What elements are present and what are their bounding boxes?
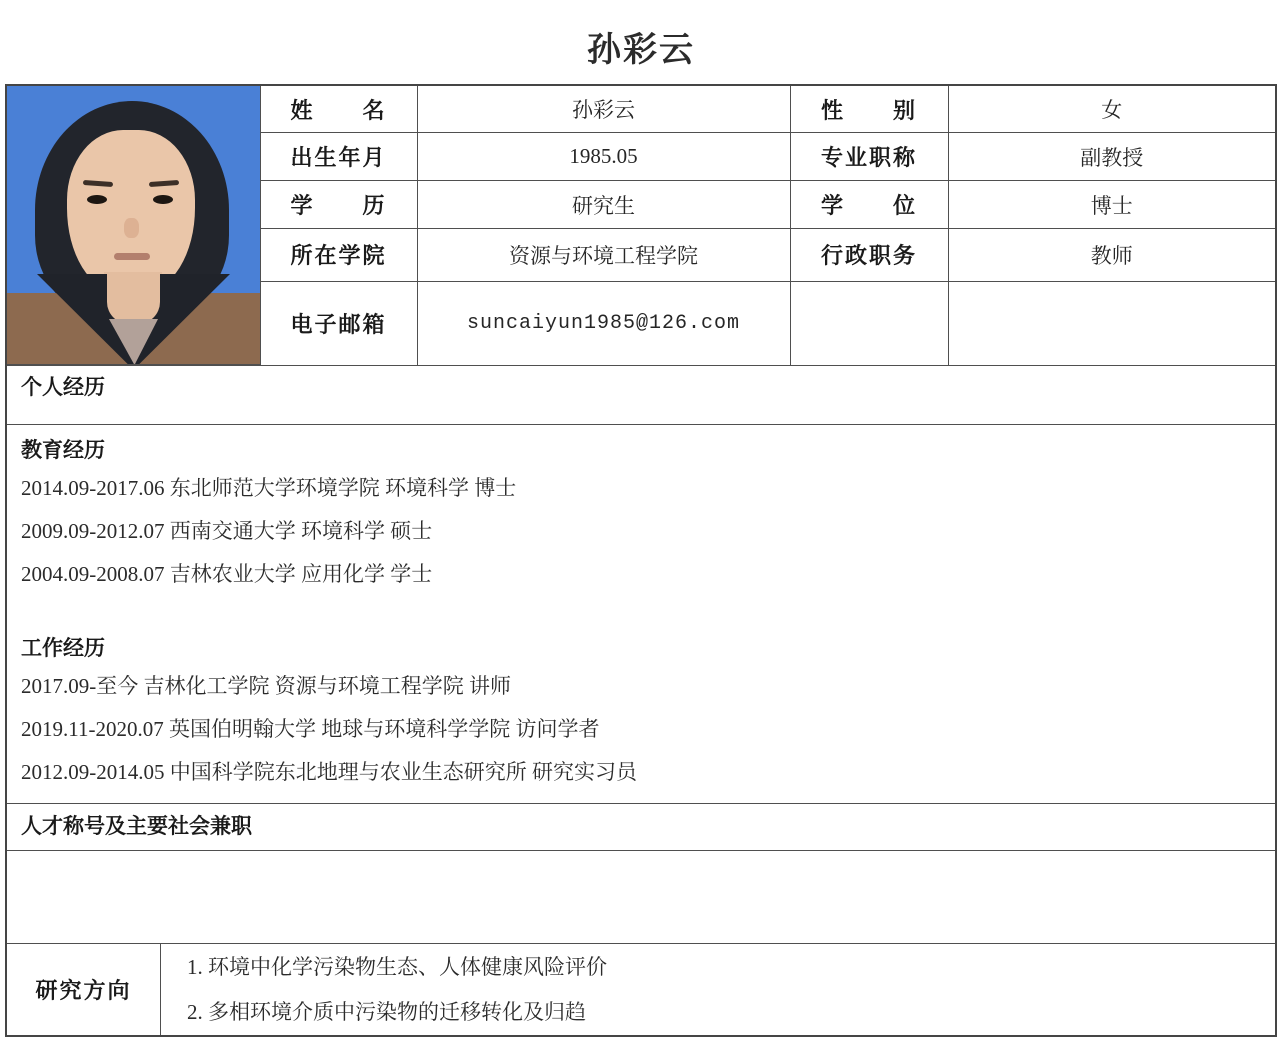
work-item: 2012.09-2014.05 中国科学院东北地理与农业生态研究所 研究实习员 — [21, 760, 637, 784]
field-value-college: 资源与环境工程学院 — [417, 229, 790, 281]
photo-cell — [7, 86, 260, 365]
field-value-education: 研究生 — [417, 180, 790, 228]
field-label-gender: 性 别 — [790, 86, 948, 133]
field-label-admin: 行政职务 — [790, 229, 948, 281]
field-value-email: suncaiyun1985@126.com — [417, 281, 790, 364]
cv-sheet — [5, 84, 1277, 1037]
photo-neck-overlay — [107, 272, 160, 324]
photo-eye-left — [87, 195, 107, 204]
field-value-name: 孙彩云 — [417, 86, 790, 133]
section-personal-experience — [7, 365, 1275, 424]
section-education-title: 教育经历 — [21, 439, 105, 462]
field-value-birth: 1985.05 — [417, 133, 790, 180]
photo-mouth-shape — [114, 253, 150, 260]
section-personal-title: 个人经历 — [21, 376, 105, 399]
photo-eye-right — [153, 195, 173, 204]
section-work-title: 工作经历 — [21, 637, 105, 660]
education-item: 2014.09-2017.06 东北师范大学环境学院 环境科学 博士 — [21, 476, 517, 500]
info-table — [7, 86, 1275, 365]
talent-empty-row — [7, 850, 1275, 943]
photo-face-shape — [67, 130, 195, 292]
education-item: 2004.09-2008.07 吉林农业大学 应用化学 学士 — [21, 562, 433, 586]
field-label-college: 所在学院 — [260, 229, 417, 281]
page-title: 孙彩云 — [587, 31, 695, 69]
education-item: 2009.09-2012.07 西南交通大学 环境科学 硕士 — [21, 519, 433, 543]
field-label-birth: 出生年月 — [260, 133, 417, 180]
section-experience — [7, 424, 1275, 803]
field-value-empty — [948, 281, 1275, 364]
field-label-email: 电子邮箱 — [260, 281, 417, 364]
section-talent-title: 人才称号及主要社会兼职 — [21, 815, 252, 838]
field-value-admin: 教师 — [948, 229, 1275, 281]
field-label-empty — [790, 281, 948, 364]
field-label-degree: 学 位 — [790, 180, 948, 228]
work-item: 2019.11-2020.07 英国伯明翰大学 地球与环境科学学院 访问学者 — [21, 717, 600, 741]
research-item: 1. 环境中化学污染物生态、人体健康风险评价 — [187, 955, 607, 979]
photo-nose-shape — [124, 218, 139, 238]
field-label-education: 学 历 — [260, 180, 417, 228]
research-direction-label: 研究方向 — [35, 978, 132, 1003]
section-talent-titles — [7, 803, 1275, 850]
research-item: 2. 多相环境介质中污染物的迁移转化及归趋 — [187, 1000, 586, 1024]
research-direction-content — [160, 944, 1275, 1035]
profile-photo — [7, 86, 260, 364]
field-label-title: 专业职称 — [790, 133, 948, 180]
field-value-title: 副教授 — [948, 133, 1275, 180]
field-value-gender: 女 — [948, 86, 1275, 133]
section-research — [7, 943, 1275, 1035]
info-row-name-gender — [7, 86, 1275, 133]
field-value-degree: 博士 — [948, 180, 1275, 228]
field-label-name: 姓 名 — [260, 86, 417, 133]
work-item: 2017.09-至今 吉林化工学院 资源与环境工程学院 讲师 — [21, 674, 511, 698]
